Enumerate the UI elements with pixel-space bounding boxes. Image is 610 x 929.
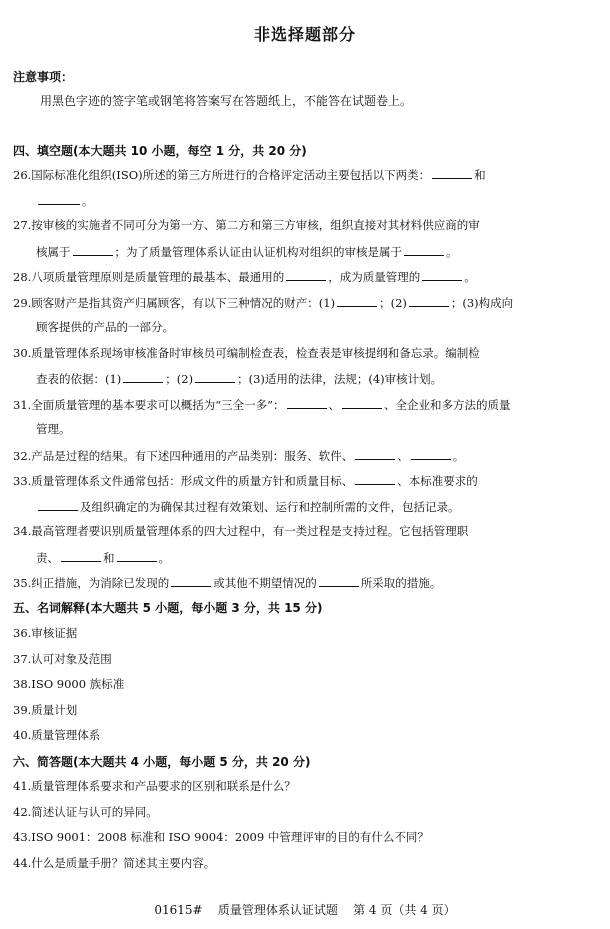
q37-item: 37.认可对象及范围 (13, 652, 112, 666)
q33-blank-1 (355, 472, 395, 485)
q28-line: 28.八项质量管理原则是质量管理的最基本、最通用的 ，成为质量管理的 。 (13, 270, 476, 284)
q31-blank-2 (342, 396, 382, 409)
q34-line1: 34.最高管理者要识别质量管理体系的四大过程中，有一类过程是支持过程。它包括管理职 (13, 524, 469, 538)
q27-line2: 核属于 ；为了质量管理体系认证由认证机构对组织的审核是属于 。 (36, 245, 458, 259)
q33-blank-2 (38, 498, 78, 511)
q34-line2: 责、 和 。 (36, 551, 170, 565)
q26-line1: 26.国际标准化组织(ISO)所述的第三方所进行的合格评定活动主要包括以下两类： 和 (13, 168, 486, 182)
q29-blank-2 (409, 294, 449, 307)
notes-body: 用黑色字迹的签字笔或钢笔将答案写在答题纸上，不能答在试题卷上。 (40, 94, 413, 108)
q33-line2: 及组织确定的为确保其过程有效策划、运行和控制所需的文件，包括记录。 (36, 498, 460, 515)
page-title: 非选择题部分 (253, 25, 356, 44)
q27-blank-1 (73, 243, 113, 256)
q34-blank-1 (61, 549, 101, 562)
q35-blank-2 (319, 574, 359, 587)
q32-line: 32.产品是过程的结果。有下述四种通用的产品类别：服务、软件、 、 。 (13, 449, 465, 463)
q30-line1: 30.质量管理体系现场审核准备时审核员可编制检查表，检查表是审核提纲和备忘录。编制检 (13, 346, 480, 360)
section5-heading: 五、名词解释(本大题共 5 小题，每小题 3 分，共 15 分) (13, 601, 323, 615)
q31-line1: 31.全面质量管理的基本要求可以概括为“三全一多”： 、 、全企业和多方法的质量 (13, 398, 511, 412)
q27-blank-2 (404, 243, 444, 256)
section6-heading: 六、简答题(本大题共 4 小题，每小题 5 分，共 20 分) (13, 755, 311, 769)
q32-blank-1 (355, 447, 395, 460)
q42-item: 42.简述认证与认可的异同。 (13, 805, 158, 819)
q31-line2: 管理。 (36, 422, 71, 436)
q38-item: 38.ISO 9000 族标准 (13, 677, 125, 691)
q30-line2: 查表的依据：(1) ；(2) ；(3)适用的法律，法规；(4)审核计划。 (36, 372, 443, 386)
q26-line2: 。 (36, 192, 94, 209)
q35-line: 35.纠正措施，为消除已发现的 或其他不期望情况的 所采取的措施。 (13, 576, 442, 590)
q36-item: 36.审核证据 (13, 626, 78, 640)
q26-blank-2 (38, 192, 80, 205)
q41-item: 41.质量管理体系要求和产品要求的区别和联系是什么？ (13, 779, 296, 793)
q40-item: 40.质量管理体系 (13, 728, 101, 742)
q27-line1: 27.按审核的实施者不同可分为第一方、第二方和第三方审核，组织直接对其材料供应商的审 (13, 218, 480, 232)
q30-blank-2 (195, 370, 235, 383)
q39-item: 39.质量计划 (13, 703, 78, 717)
q34-blank-2 (117, 549, 157, 562)
q30-blank-1 (123, 370, 163, 383)
q29-blank-1 (337, 294, 377, 307)
q28-blank-2 (422, 268, 462, 281)
notes-heading: 注意事项： (13, 70, 74, 84)
q29-line2: 顾客提供的产品的一部分。 (36, 320, 174, 334)
q26-blank-1 (432, 166, 472, 179)
q43-item: 43.ISO 9001：2008 标准和 ISO 9004：2009 中管理评审的目的有什么不同？ (13, 830, 429, 844)
q44-item: 44.什么是质量手册？简述其主要内容。 (13, 856, 216, 870)
q33-line1: 33.质量管理体系文件通常包括：形成文件的质量方针和质量目标、 、本标准要求的 (13, 474, 478, 488)
q31-blank-1 (287, 396, 327, 409)
q32-blank-2 (411, 447, 451, 460)
q28-blank-1 (286, 268, 326, 281)
q35-blank-1 (171, 574, 211, 587)
page-footer: 01615# 质量管理体系认证试题 第 4 页（共 4 页） (154, 903, 456, 917)
section4-heading: 四、填空题(本大题共 10 小题，每空 1 分，共 20 分) (13, 144, 307, 158)
q29-line1: 29.顾客财产是指其资产归属顾客，有以下三种情况的财产：(1) ；(2) ；(3)构成向 (13, 296, 514, 310)
